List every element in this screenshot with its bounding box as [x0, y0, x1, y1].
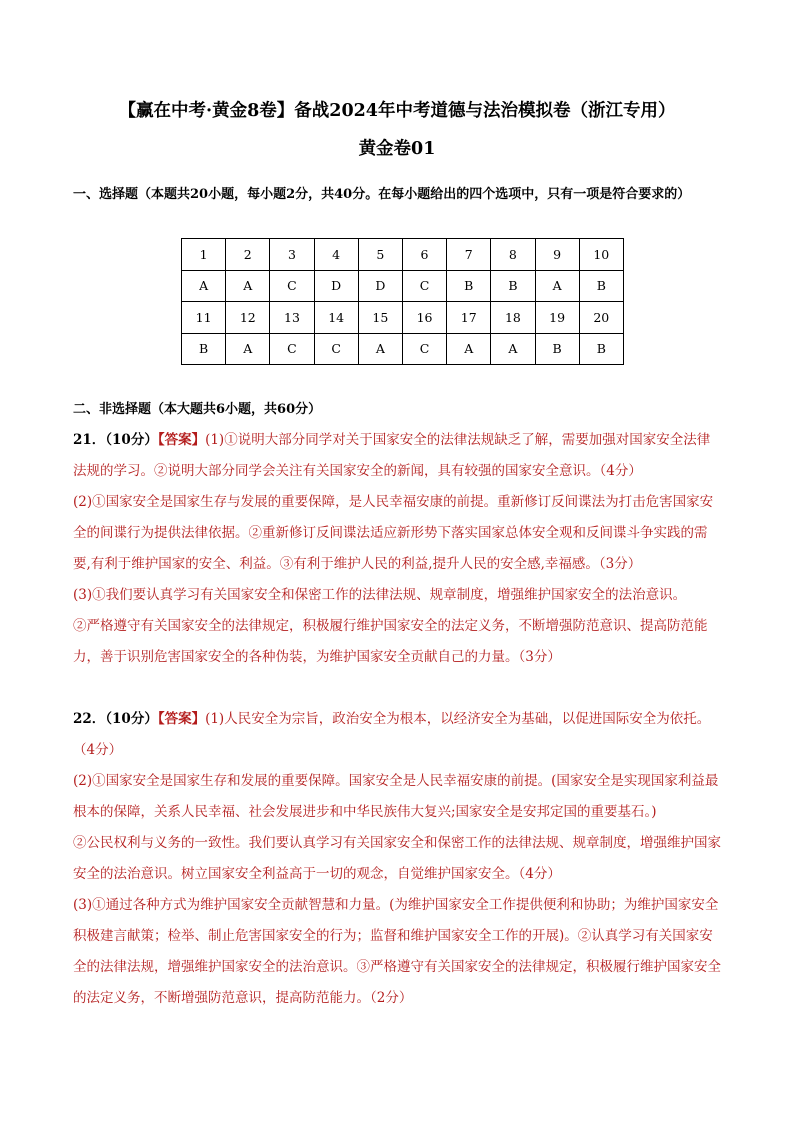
question-number-cell: 20 [579, 302, 623, 334]
question-number-cell: 2 [226, 239, 270, 271]
q21-part3: (3)①我们要认真学习有关国家安全和保密工作的法律法规、规章制度，增强维护国家安全的法治意识。 [73, 587, 687, 603]
answer-cell: A [226, 270, 270, 302]
answer-table-row [182, 333, 624, 365]
question-number-cell: 10 [579, 239, 623, 271]
q22-part4: (3)①通过各种方式为维护国家安全贡献智慧和力量。(为维护国家安全工作提供便利和协助；为维护国家安全积极建言献策；检举、制止危害国家安全的行为；监督和维护国家安全工作的开展)。②认真学习有关国家安全的法律法规，增强维护国家安全的法治意识。③严格遵守有关国家安全的法律规定，积极履行维护国家安全的法定义务，不断增强防范意识，提高防范能力。（2分） [73, 897, 721, 1006]
answer-cell: C [270, 270, 314, 302]
question-number-cell: 12 [226, 302, 270, 334]
question-number-cell: 4 [314, 239, 358, 271]
question-number-cell: 1 [182, 239, 226, 271]
question-number-cell: 7 [447, 239, 491, 271]
question-number-cell: 6 [402, 239, 446, 271]
answer-cell: A [491, 333, 535, 365]
section-heading-nonchoice: 二、非选择题（本大题共6小题，共60分） [73, 402, 322, 417]
q22-part1 [73, 704, 723, 766]
q21-part4: ②严格遵守有关国家安全的法律规定，积极履行维护国家安全的法定义务，不断增强防范意识、提高防范能力，善于识别危害国家安全的各种伪装，为维护国家安全贡献自己的力量。（3分） [73, 618, 708, 665]
answer-cell: D [358, 270, 402, 302]
page-subtitle: 黄金卷01 [358, 139, 436, 159]
question-number-cell: 13 [270, 302, 314, 334]
answer-cell: B [182, 333, 226, 365]
question-number-cell: 17 [447, 302, 491, 334]
q22-part3: ②公民权利与义务的一致性。我们要认真学习有关国家安全和保密工作的法律法规、规章制度，增强维护国家安全的法治意识。树立国家安全利益高于一切的观念，自觉维护国家安全。（4分） [73, 835, 721, 882]
answer-cell: A [535, 270, 579, 302]
question-22-answer [73, 704, 723, 1014]
question-number-cell: 18 [491, 302, 535, 334]
question-number-cell: 19 [535, 302, 579, 334]
answer-cell: A [447, 333, 491, 365]
question-number-cell: 3 [270, 239, 314, 271]
answer-cell: C [270, 333, 314, 365]
answer-cell: A [358, 333, 402, 365]
answer-tag: 【答案】 [157, 432, 206, 448]
question-number-cell: 5 [358, 239, 402, 271]
question-number: 22．（10分） [73, 711, 158, 727]
q21-part1 [73, 425, 723, 487]
answer-cell: C [402, 270, 446, 302]
question-number-cell: 15 [358, 302, 402, 334]
answer-cell: A [182, 270, 226, 302]
answer-cell: A [226, 333, 270, 365]
answer-table-row [182, 302, 624, 334]
answer-cell: B [579, 333, 623, 365]
question-number: 21．（10分） [73, 432, 158, 448]
answer-table-row [182, 239, 624, 271]
question-number-cell: 16 [402, 302, 446, 334]
answer-text: (1)①说明大部分同学对关于国家安全的法律法规缺乏了解，需要加强对国家安全法律法规的学习。②说明大部分同学会关注有关国家安全的新闻，具有较强的国家安全意识。（4分） [73, 432, 711, 479]
section-heading-choice: 一、选择题（本题共20小题，每小题2分，共40分。在每小题给出的四个选项中，只有一项是符合要求的） [73, 187, 691, 202]
question-number-cell: 9 [535, 239, 579, 271]
answer-cell: B [491, 270, 535, 302]
answer-tag: 【答案】 [157, 711, 206, 727]
question-number-cell: 8 [491, 239, 535, 271]
answer-cell: C [314, 333, 358, 365]
answer-cell: B [579, 270, 623, 302]
answer-table [181, 238, 624, 365]
page-title: 【赢在中考·黄金8卷】备战2024年中考道德与法治模拟卷（浙江专用） [118, 101, 676, 121]
question-21-answer [73, 425, 723, 673]
question-number-cell: 11 [182, 302, 226, 334]
answer-text: (1)人民安全为宗旨，政治安全为根本，以经济安全为基础，以促进国际安全为依托。（4分） [73, 711, 711, 758]
answer-cell: B [535, 333, 579, 365]
q21-part2: (2)①国家安全是国家生存与发展的重要保障，是人民幸福安康的前提。重新修订反间谍法为打击危害国家安全的间谍行为提供法律依据。②重新修订反间谍法适应新形势下落实国家总体安全观和反间谍斗争实践的需要,有利于维护国家的安全、利益。③有利于维护人民的利益,提升人民的安全感,幸福感。（3分） [73, 494, 714, 572]
q22-part2: (2)①国家安全是国家生存和发展的重要保障。国家安全是人民幸福安康的前提。(国家安全是实现国家利益最根本的保障，关系人民幸福、社会发展进步和中华民族伟大复兴;国家安全是安邦定国的重要基石。) [73, 773, 719, 820]
answer-cell: D [314, 270, 358, 302]
question-number-cell: 14 [314, 302, 358, 334]
answer-table-row [182, 270, 624, 302]
answer-cell: B [447, 270, 491, 302]
answer-cell: C [402, 333, 446, 365]
